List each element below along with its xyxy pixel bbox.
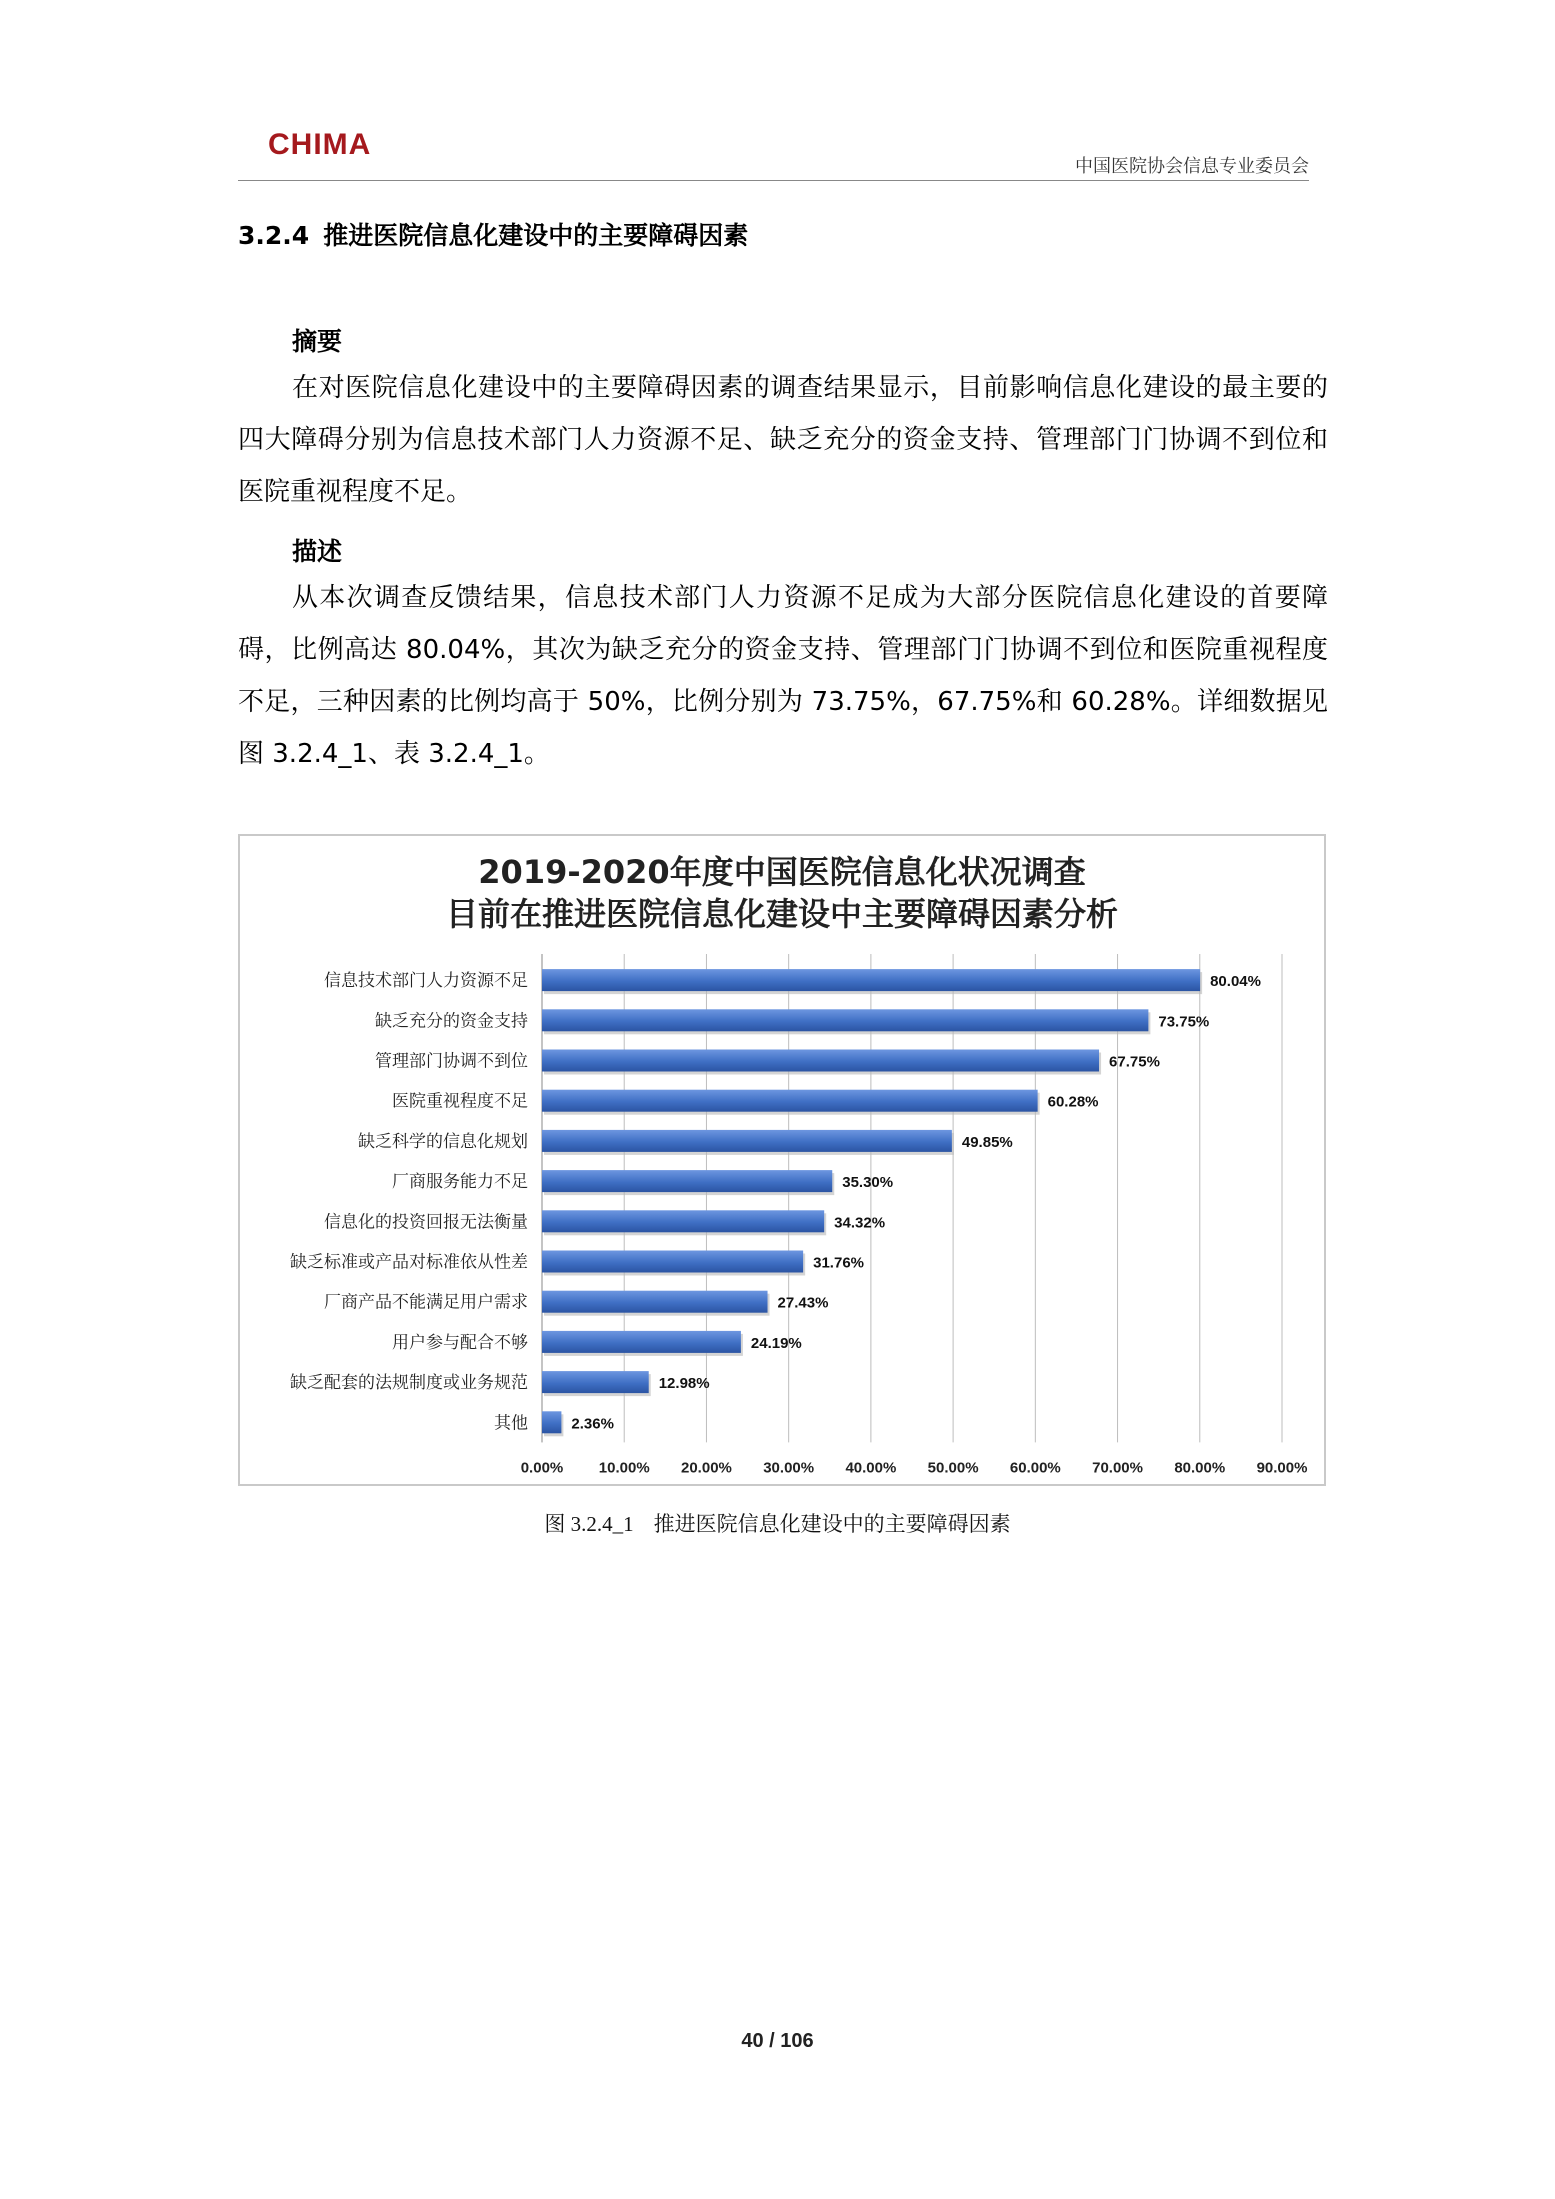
- x-tick-label: 0.00%: [520, 1459, 564, 1477]
- figure-number: 图 3.2.4_1: [544, 1512, 634, 1536]
- summary-paragraph: 在对医院信息化建设中的主要障碍因素的调查结果显示，目前影响信息化建设的最主要的四大障碍分别为信息技术部门人力资源不足、缺乏充分的资金支持、管理部门门协调不到位和医院重视程度不足。: [238, 373, 1328, 507]
- category-label: 管理部门协调不到位: [375, 1051, 528, 1072]
- value-label: 2.36%: [571, 1415, 614, 1433]
- bar-chart: [240, 836, 1324, 1484]
- organization-name: 中国医院协会信息专业委员会: [1075, 156, 1309, 177]
- x-tick-label: 60.00%: [1009, 1459, 1061, 1477]
- x-tick-label: 40.00%: [845, 1459, 897, 1477]
- x-tick-label: 20.00%: [681, 1459, 732, 1477]
- category-label: 缺乏配套的法规制度或业务规范: [290, 1373, 528, 1394]
- section-number: 3.2.4: [238, 221, 310, 250]
- figure-caption-text: 推进医院信息化建设中的主要障碍因素: [653, 1512, 1011, 1536]
- category-label: 信息化的投资回报无法衡量: [324, 1212, 528, 1233]
- value-label: 24.19%: [750, 1334, 802, 1352]
- value-label: 27.43%: [777, 1294, 829, 1312]
- category-label: 医院重视程度不足: [392, 1091, 528, 1112]
- value-label: 34.32%: [834, 1214, 886, 1232]
- value-label: 60.28%: [1047, 1093, 1099, 1111]
- category-label: 缺乏科学的信息化规划: [358, 1131, 528, 1152]
- bar: [542, 1291, 768, 1313]
- bar: [542, 969, 1200, 991]
- category-label: 缺乏标准或产品对标准依从性差: [290, 1252, 528, 1273]
- bar: [542, 1210, 824, 1232]
- category-label: 其他: [494, 1413, 528, 1434]
- chart-subtitle: 目前在推进医院信息化建设中主要障碍因素分析: [445, 895, 1118, 933]
- bar-chart-panel: [238, 834, 1326, 1486]
- chima-logo: CHIMA: [268, 128, 372, 161]
- x-tick-label: 80.00%: [1174, 1459, 1226, 1477]
- value-label: 35.30%: [842, 1174, 894, 1192]
- description-heading: 描述: [292, 537, 343, 566]
- header-divider: [238, 180, 1309, 181]
- bar: [542, 1170, 832, 1192]
- value-label: 31.76%: [813, 1254, 865, 1272]
- x-tick-label: 50.00%: [927, 1459, 979, 1477]
- bar: [542, 1251, 803, 1273]
- page-number: 40 / 106: [741, 2030, 814, 2052]
- category-label: 厂商服务能力不足: [392, 1172, 528, 1193]
- chart-title: 2019-2020年度中国医院信息化状况调查: [478, 853, 1086, 891]
- x-tick-label: 70.00%: [1092, 1459, 1143, 1477]
- value-label: 73.75%: [1158, 1013, 1210, 1031]
- x-tick-label: 90.00%: [1256, 1459, 1308, 1477]
- category-label: 缺乏充分的资金支持: [375, 1011, 528, 1032]
- bar: [542, 1331, 741, 1353]
- x-tick-label: 10.00%: [598, 1459, 650, 1477]
- description-paragraph: 从本次调查反馈结果，信息技术部门人力资源不足成为大部分医院信息化建设的首要障碍，比例高达 80.04%，其次为缺乏充分的资金支持、管理部门门协调不到位和医院重视程度不足，三种因素的比例均高于 50%，比例分别为 73.75%，67.75%和 60.28%。详细数据见图 3.2.4_1、表 3.2.4_1。: [238, 583, 1328, 769]
- value-label: 12.98%: [658, 1375, 710, 1393]
- category-label: 用户参与配合不够: [392, 1332, 528, 1353]
- category-label: 信息技术部门人力资源不足: [324, 971, 528, 992]
- bar: [542, 1090, 1038, 1112]
- bar: [542, 1411, 561, 1433]
- bar: [542, 1371, 649, 1393]
- section-title: 推进医院信息化建设中的主要障碍因素: [323, 221, 749, 250]
- value-label: 49.85%: [961, 1133, 1013, 1151]
- bar: [542, 1009, 1148, 1031]
- summary-heading: 摘要: [292, 327, 343, 356]
- section-heading: [238, 216, 748, 252]
- category-label: 厂商产品不能满足用户需求: [324, 1292, 528, 1313]
- figure-caption: [0, 1508, 1555, 1538]
- bar: [542, 1130, 952, 1152]
- bar: [542, 1050, 1099, 1072]
- value-label: 67.75%: [1109, 1053, 1160, 1071]
- value-label: 80.04%: [1210, 973, 1261, 991]
- x-tick-label: 30.00%: [763, 1459, 815, 1477]
